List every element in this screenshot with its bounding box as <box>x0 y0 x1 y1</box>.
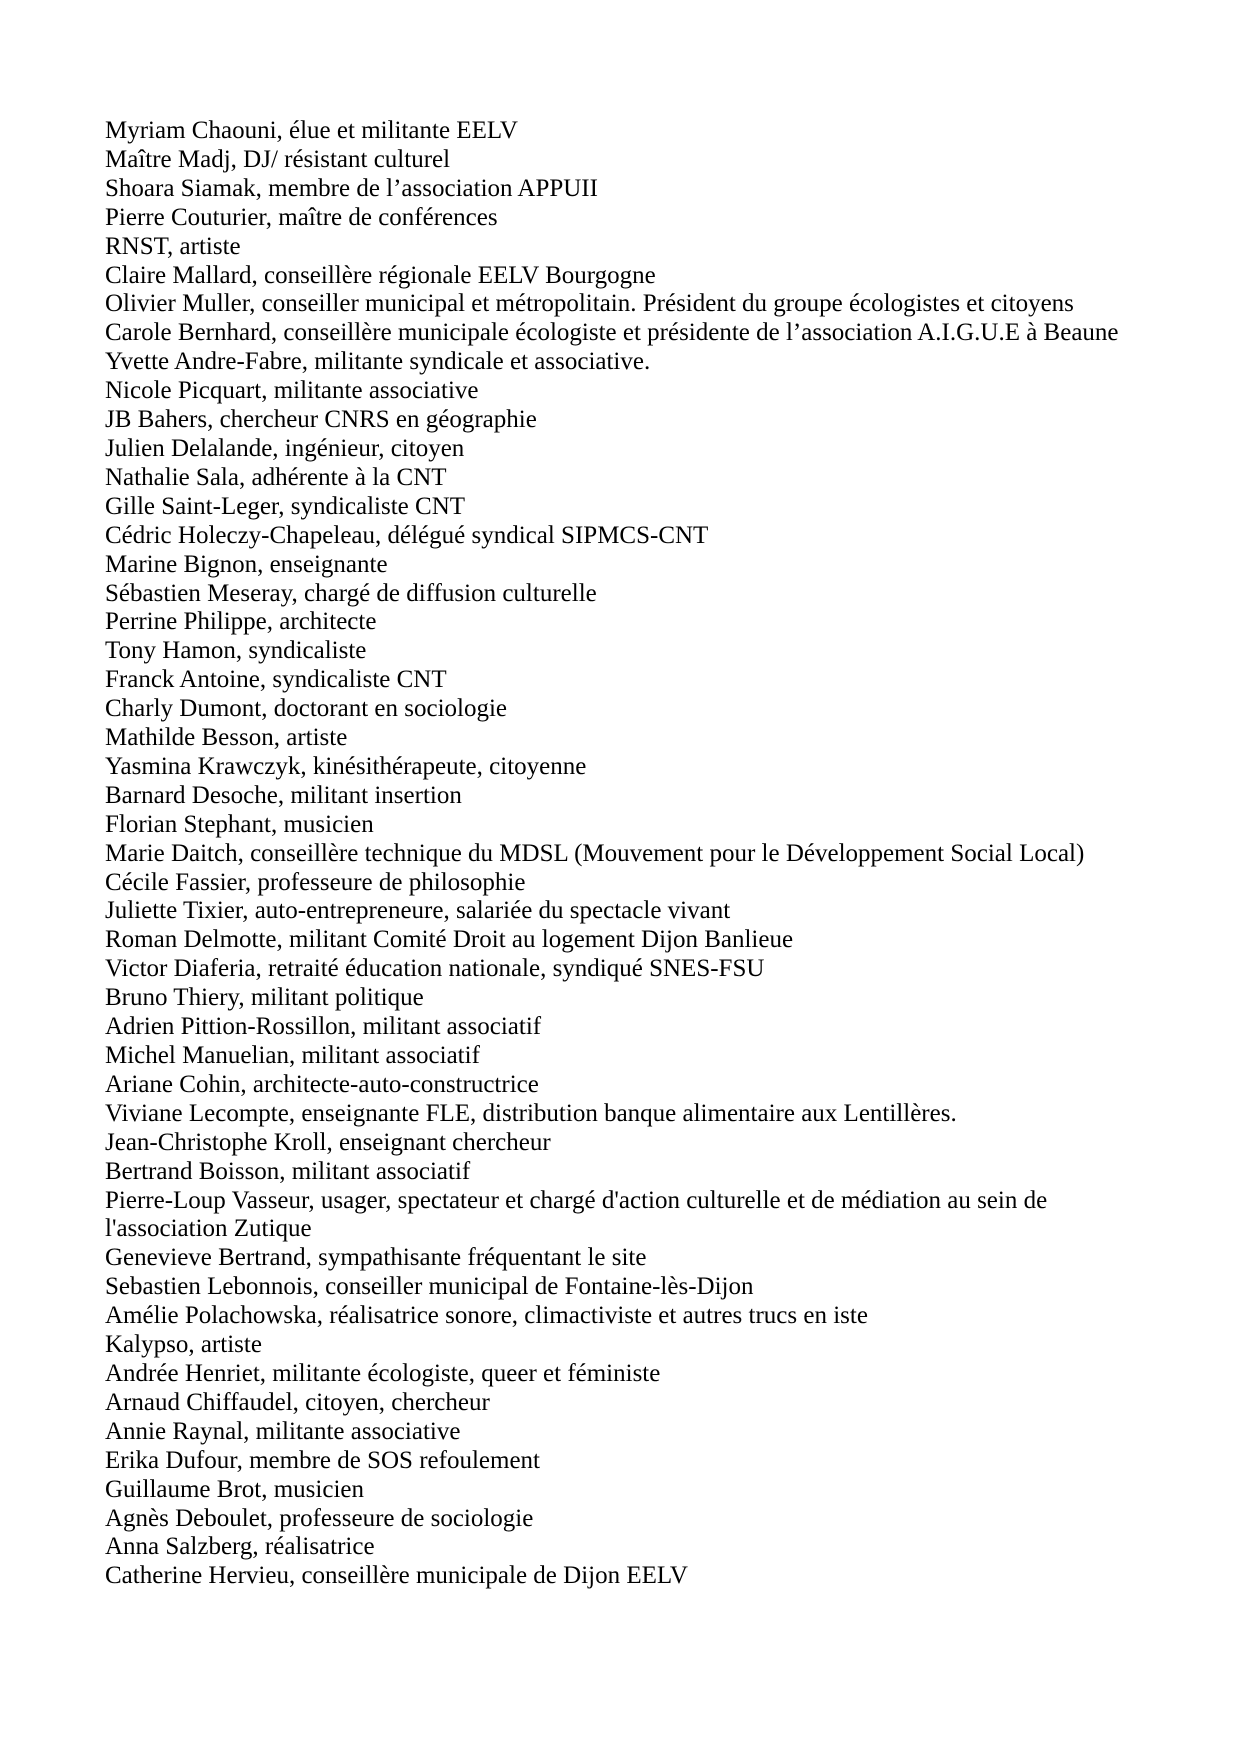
signatory-line: Perrine Philippe, architecte <box>105 608 377 636</box>
signatory-line: Adrien Pittion-Rossillon, militant associatif <box>105 1013 542 1041</box>
signatory-line: RNST, artiste <box>105 232 241 260</box>
signatory-line: Barnard Desoche, militant insertion <box>105 781 462 809</box>
signatory-line: Victor Diaferia, retraité éducation nationale, syndiqué SNES-FSU <box>105 955 765 983</box>
signatory-line: Pierre-Loup Vasseur, usager, spectateur et chargé d'action culturelle et de médiation au sein de l'association Zutique <box>105 1186 1048 1243</box>
signatory-line: Bertrand Boisson, militant associatif <box>105 1157 471 1185</box>
signatory-line: Olivier Muller, conseiller municipal et métropolitain. Président du groupe écologistes et citoyens <box>105 290 1074 318</box>
signatory-line: Viviane Lecompte, enseignante FLE, distribution banque alimentaire aux Lentillères. <box>105 1099 957 1127</box>
signatory-line: Yasmina Krawczyk, kinésithérapeute, citoyenne <box>105 752 587 780</box>
signatory-line: Agnès Deboulet, professeure de sociologie <box>105 1504 534 1532</box>
signatory-line: Charly Dumont, doctorant en sociologie <box>105 695 508 723</box>
signatory-line: Marie Daitch, conseillère technique du MDSL (Mouvement pour le Développement Social Local) <box>105 839 1085 867</box>
signatory-line: Shoara Siamak, membre de l’association APPUII <box>105 174 598 202</box>
signatory-list <box>105 117 1137 1591</box>
signatory-line: Sebastien Lebonnois, conseiller municipal de Fontaine-lès-Dijon <box>105 1273 754 1301</box>
signatory-line: Andrée Henriet, militante écologiste, queer et féministe <box>105 1359 661 1387</box>
signatory-line: Amélie Polachowska, réalisatrice sonore, climactiviste et autres trucs en iste <box>105 1302 868 1330</box>
signatory-line: Juliette Tixier, auto-entrepreneure, salariée du spectacle vivant <box>105 897 731 925</box>
signatory-line: Pierre Couturier, maître de conférences <box>105 203 498 231</box>
signatory-line: Claire Mallard, conseillère régionale EELV Bourgogne <box>105 261 656 289</box>
signatory-line: Ariane Cohin, architecte-auto-constructrice <box>105 1070 539 1098</box>
signatory-line: Carole Bernhard, conseillère municipale écologiste et présidente de l’association A.I.G.U.E à Beaune <box>105 319 1119 347</box>
signatory-line: Jean-Christophe Kroll, enseignant chercheur <box>105 1128 551 1156</box>
signatory-line: Maître Madj, DJ/ résistant culturel <box>105 145 451 173</box>
signatory-line: Michel Manuelian, militant associatif <box>105 1042 480 1069</box>
signatory-line: Kalypso, artiste <box>105 1331 262 1359</box>
signatory-line: Genevieve Bertrand, sympathisante fréquentant le site <box>105 1244 647 1272</box>
signatory-line: Annie Raynal, militante associative <box>105 1417 461 1445</box>
signatory-line: Cécile Fassier, professeure de philosophie <box>105 868 526 896</box>
signatory-line: Sébastien Meseray, chargé de diffusion culturelle <box>105 579 597 607</box>
signatory-line: Arnaud Chiffaudel, citoyen, chercheur <box>105 1388 490 1416</box>
signatory-line: Nicole Picquart, militante associative <box>105 377 479 405</box>
signatory-line: Julien Delalande, ingénieur, citoyen <box>105 434 465 462</box>
signatory-line: Anna Salzberg, réalisatrice <box>105 1533 375 1561</box>
signatory-line: Franck Antoine, syndicaliste CNT <box>105 666 447 694</box>
signatory-line: Marine Bignon, enseignante <box>105 550 388 578</box>
signatory-line: Mathilde Besson, artiste <box>105 724 348 752</box>
signatory-line: Tony Hamon, syndicaliste <box>105 637 367 665</box>
signatory-line: JB Bahers, chercheur CNRS en géographie <box>105 406 537 434</box>
signatory-line: Guillaume Brot, musicien <box>105 1475 364 1503</box>
signatory-line: Yvette Andre-Fabre, militante syndicale et associative. <box>105 348 651 376</box>
signatory-line: Catherine Hervieu, conseillère municipale de Dijon EELV <box>105 1562 688 1590</box>
signatory-line: Cédric Holeczy-Chapeleau, délégué syndical SIPMCS-CNT <box>105 521 709 549</box>
signatory-line: Nathalie Sala, adhérente à la CNT <box>105 463 447 491</box>
signatory-line: Florian Stephant, musicien <box>105 810 374 838</box>
signatory-line: Myriam Chaouni, élue et militante EELV <box>105 117 518 144</box>
signatory-line: Gille Saint-Leger, syndicaliste CNT <box>105 492 466 520</box>
signatory-line: Bruno Thiery, militant politique <box>105 984 424 1012</box>
signatory-line: Roman Delmotte, militant Comité Droit au logement Dijon Banlieue <box>105 926 794 954</box>
signatory-line: Erika Dufour, membre de SOS refoulement <box>105 1446 540 1474</box>
